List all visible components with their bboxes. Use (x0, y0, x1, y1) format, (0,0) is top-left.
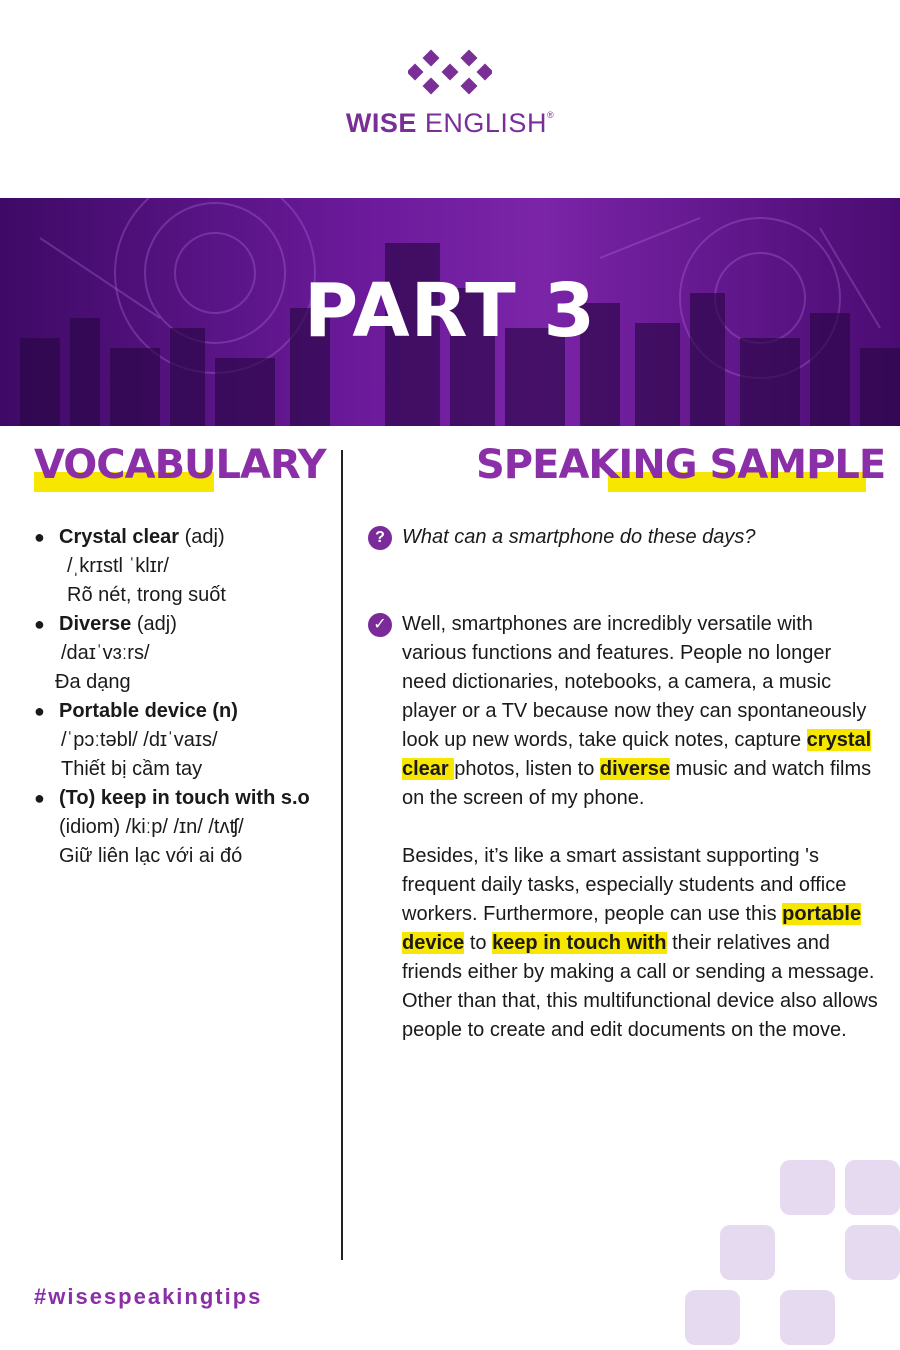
answer-paragraph-1: Well, smartphones are incredibly versatile with various functions and features. People no longer need dictionaries, notebooks, a camera, a music player or a TV because now they can spontaneously look up new words, take quick notes, capture crystal clear photos, listen to diverse music and watch films on the screen of my phone. (402, 613, 872, 809)
vocabulary-list (34, 523, 339, 871)
vocab-item (34, 784, 339, 871)
bullet-icon: ● (34, 614, 45, 634)
vocab-meaning: Thiết bị cầm tay (61, 758, 203, 780)
answer-row (368, 610, 878, 1045)
vocab-term: Diverse (59, 613, 132, 635)
highlight-keep-in-touch: keep in touch with (492, 932, 667, 954)
part-banner (0, 198, 900, 426)
vocab-meaning: Giữ liên lạc với ai đó (59, 845, 243, 867)
speaking-sample (368, 523, 878, 1045)
question-text: What can a smartphone do these days? (402, 526, 756, 548)
vocab-pos: (adj) (131, 613, 177, 635)
vocab-item (34, 523, 339, 610)
vocab-term: Crystal clear (59, 526, 180, 548)
vocab-term: Portable device (n) (59, 700, 238, 722)
vocab-meaning: Rõ nét, trong suốt (67, 584, 226, 606)
answer-paragraph-2: Besides, it’s like a smart assistant supporting 's frequent daily tasks, especially students and office workers. Furthermore, people can use this portable device to keep in touch with their relatives and friends either by making a call or sending a message. Other than that, this multifunctional device also allows people to create and edit documents on the move. (402, 845, 878, 1041)
banner-title: PART 3 (303, 268, 597, 354)
bullet-icon: ● (34, 701, 45, 721)
brand-logo (0, 48, 900, 139)
question-row (368, 523, 878, 552)
speaking-sample-heading: SPEAKING SAMPLE (476, 442, 885, 488)
hashtag: #wisespeakingtips (34, 1284, 263, 1309)
vocab-ipa: /ˈpɔːtəbl/ /dɪˈvaɪs/ (61, 729, 218, 751)
vocab-ipa: /ˌkrɪstl ˈklɪr/ (67, 555, 169, 577)
highlight-crystal-clear: crystal clear (402, 729, 872, 780)
vocab-ipa: (idiom) /kiːp/ /ɪn/ /tʌʧ/ (59, 816, 244, 838)
highlight-portable-device: portable device (402, 903, 862, 954)
brand-name: WISE ENGLISH® (345, 108, 555, 138)
vocab-item (34, 610, 339, 697)
check-circle-icon: ✓ (368, 613, 392, 637)
question-circle-icon: ? (368, 526, 392, 550)
vocab-term: (To) keep in touch with s.o (59, 787, 310, 809)
vocab-item (34, 697, 339, 784)
highlight-diverse: diverse (599, 758, 670, 780)
decorative-pattern (680, 1150, 900, 1350)
bullet-icon: ● (34, 788, 45, 808)
vocabulary-heading: VOCABULARY (34, 442, 326, 488)
vocab-meaning: Đa dạng (55, 671, 131, 693)
column-divider (341, 450, 343, 1260)
vocab-ipa: /daɪˈvɜːrs/ (61, 642, 150, 664)
wise-logo-icon (408, 48, 492, 100)
vocab-pos: (adj) (179, 526, 225, 548)
bullet-icon: ● (34, 527, 45, 547)
